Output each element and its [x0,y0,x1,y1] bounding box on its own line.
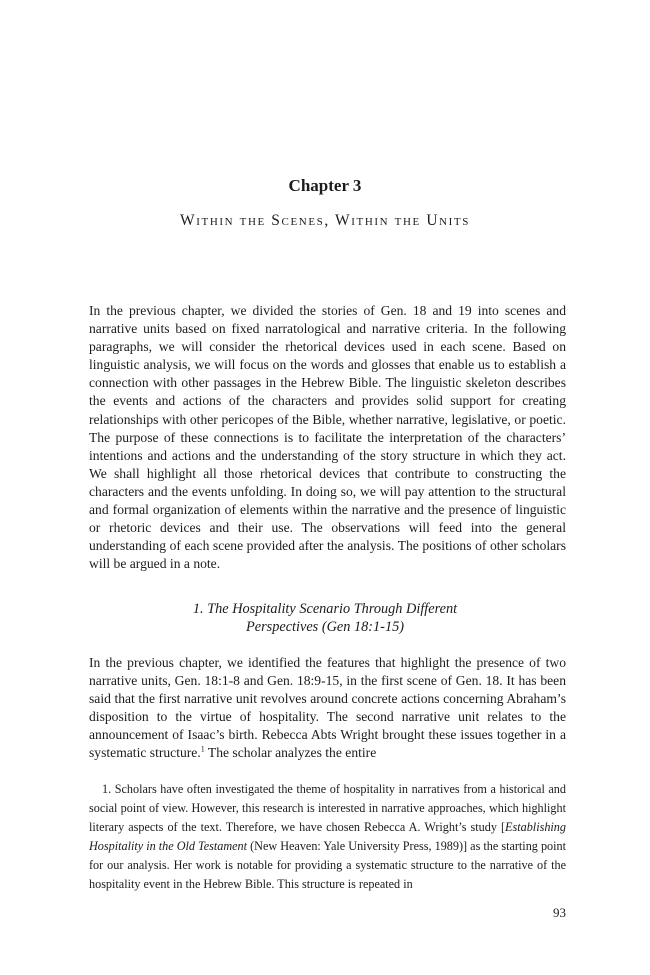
section-paragraph-text: In the previous chapter, we identified the features that highlight the presence of two narrative units, Gen. 18:1-8 and Gen. 18:9-15, in the first scene of Gen. 18. It has been said that the first narrative unit revolves around concrete actions concerning Abraham’s disposition to the virtue of hospitality. The second narrative unit relates to the announcement of Isaac’s birth. Rebecca Abts Wright brought these issues together in a systematic structure. [89,655,566,761]
chapter-title: Within the Scenes, Within the Units [180,212,470,229]
chapter-label: Chapter 3 [288,176,362,195]
section-heading-line-1: 1. The Hospitality Scenario Through Different [192,601,458,617]
section-paragraph [89,654,566,763]
section-heading-line-2: Perspectives (Gen 18:1-15) [246,619,404,635]
footnote-book-title: Establishing Hospitality in the Old Testament [89,820,566,853]
section-paragraph-continuation: The scholar analyzes the entire [204,745,377,761]
footnote-text-continuation: (New Heaven: Yale University Press, 1989)] as the starting point for our analysis. Her work is notable for providing a systematic structure to the narrative of the hospitality event in the Hebrew Bible. This structure is repeated in [89,839,566,891]
footnote-number: 1. [102,782,112,796]
footnote-reference[interactable]: 1 [200,744,205,754]
footnote-text: Scholars have often investigated the theme of hospitality in narratives from a historical and social point of view. However, this research is interested in narrative approaches, which highlight literary aspects of the text. Therefore, we have chosen Rebecca A. Wright’s study [ [89,782,566,834]
page-number: 93 [553,905,566,920]
section-heading [0,600,650,636]
footnote [89,780,566,894]
intro-paragraph: In the previous chapter, we divided the stories of Gen. 18 and 19 into scenes and narrative units based on fixed narratological and narrative criteria. In the following paragraphs, we will consider the rhetorical devices used in each scene. Based on linguistic analysis, we will focus on the words and glosses that enable us to establish a connection with other passages in the Hebrew Bible. The linguistic skeleton describes the events and actions of the characters and provides solid support for creating relationships with other pericopes of the Bible, whether narrative, legislative, or poetic. The purpose of these connections is to facilitate the interpretation of the characters’ intentions and actions and the understanding of the story structure in which they act. We shall highlight all those rhetorical devices that contribute to constructing the characters and the events unfolding. In doing so, we will pay attention to the structural and formal organization of elements within the narrative and the presence of linguistic or rhetoric devices and their use. The observations will feed into the general understanding of each scene provided after the analysis. The positions of other scholars will be argued in a note. [89,303,566,572]
